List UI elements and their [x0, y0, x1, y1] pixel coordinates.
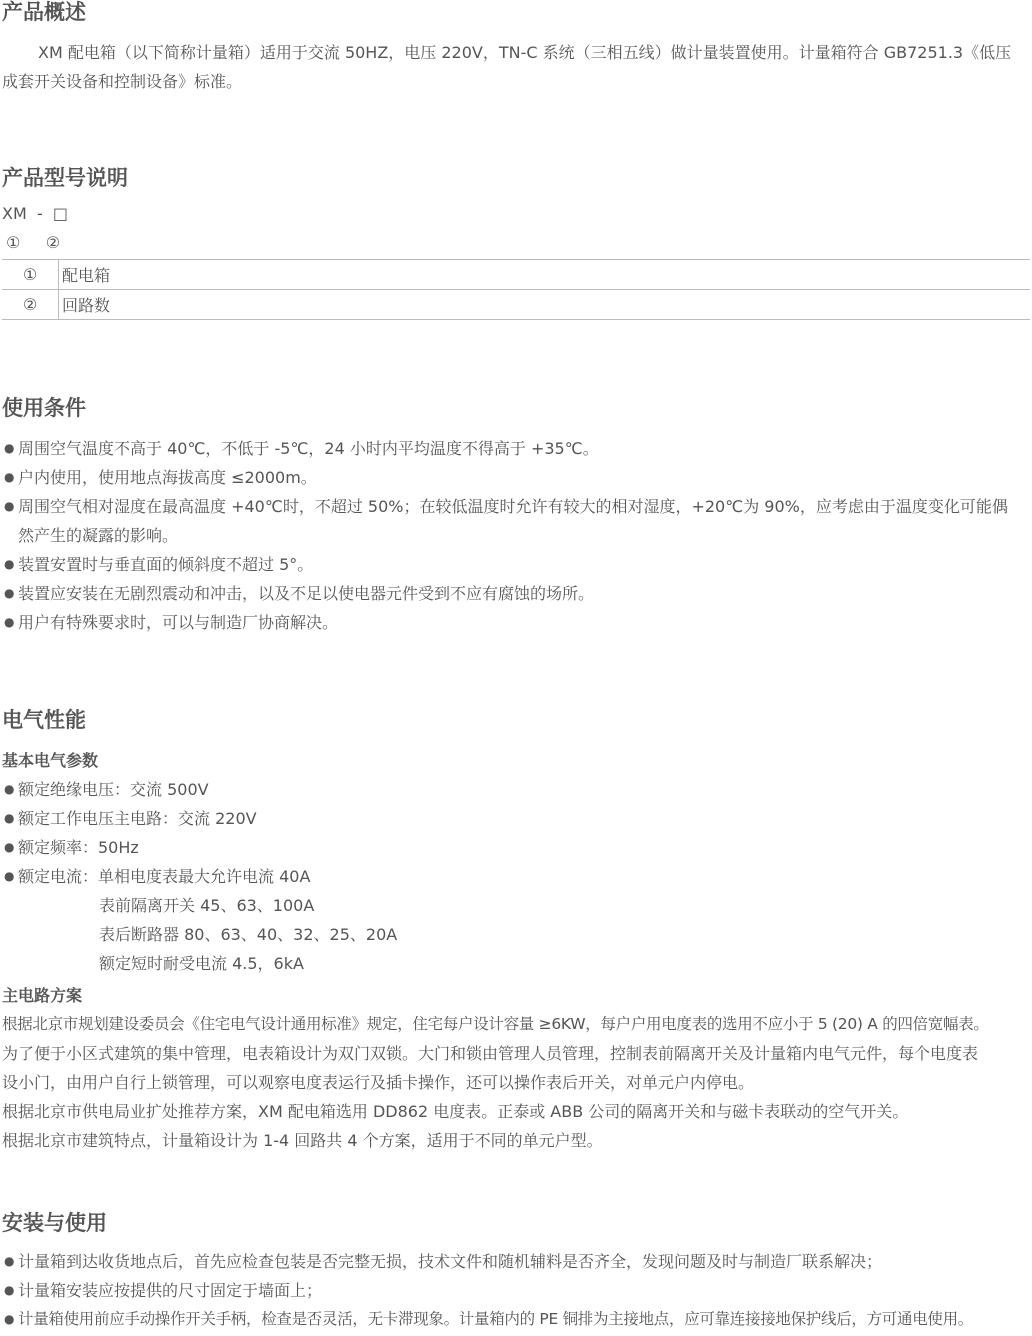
table-row: [2, 260, 1030, 290]
list-item: [2, 434, 1028, 463]
model-table: [2, 259, 1030, 320]
bullet-icon: ●: [4, 557, 15, 571]
list-item-text: 户内使用，使用地点海拔高度 ≤2000m。: [18, 468, 317, 487]
section-title-overview: 产品概述: [2, 0, 86, 24]
list-item-text: 计量箱到达收货地点后，首先应检查包装是否完整无损，技术文件和随机辅料是否齐全，发现问题及时与制造厂联系解决；: [18, 1252, 883, 1271]
list-item-text: 周围空气相对湿度在最高温度 +40℃时，不超过 50%；在较低温度时允许有较大的相对湿度，+20℃为 90%，应考虑由于温度变化可能偶: [18, 497, 1008, 516]
list-item-text: 周围空气温度不高于 40℃，不低于 -5℃，24 小时内平均温度不得高于 +35℃。: [18, 439, 599, 458]
list-item: [2, 804, 1028, 833]
list-item: [2, 492, 1028, 521]
bullet-icon: ●: [4, 840, 15, 854]
bullet-icon: ●: [4, 869, 15, 883]
list-item-text: 装置应安装在无剧烈震动和冲击，以及不足以使电器元件受到不应有腐蚀的场所。: [18, 584, 595, 603]
list-item-text: 额定工作电压主电路：交流 220V: [18, 809, 257, 828]
model-index-line: ① ②: [6, 233, 61, 252]
list-item-text: 然产生的凝露的影响。: [18, 526, 179, 545]
subsection-title-scheme: 主电路方案: [2, 986, 83, 1005]
list-item-text: 计量箱使用前应手动操作开关手柄，检查是否灵活，无卡滞现象。计量箱内的 PE 铜排为主接地点，应可靠连接接地保护线后，方可通电使用。: [18, 1310, 973, 1328]
bullet-icon: ●: [4, 441, 15, 455]
bullet-icon: ●: [4, 782, 15, 796]
list-sub-item: 表前隔离开关 45、63、100A: [99, 896, 315, 915]
list-item-text: 装置安置时与垂直面的倾斜度不超过 5°。: [18, 555, 314, 574]
list-sub-item: 表后断路器 80、63、40、32、25、20A: [99, 925, 398, 944]
list-item: [2, 775, 1028, 804]
subsection-title-basic: 基本电气参数: [2, 751, 99, 770]
list-item: [2, 1276, 1028, 1305]
bullet-icon: ●: [4, 1254, 15, 1268]
list-item: [2, 1305, 1028, 1334]
list-item-continuation: [2, 521, 1028, 550]
section-title-conditions: 使用条件: [2, 396, 86, 420]
scheme-text-line: 为了便于小区式建筑的集中管理，电表箱设计为双门双锁。大门和锁由管理人员管理，控制表前隔离开关及计量箱内电气元件，每个电度表: [2, 1044, 979, 1063]
model-row-num: ①: [2, 260, 59, 290]
list-item-text: 额定电流：单相电度表最大允许电流 40A: [18, 867, 311, 886]
list-item: [2, 1247, 1028, 1276]
bullet-icon: ●: [4, 1283, 15, 1297]
section-title-installation: 安装与使用: [2, 1211, 107, 1235]
list-item: [2, 550, 1028, 579]
bullet-icon: ●: [4, 811, 15, 825]
bullet-icon: ●: [4, 586, 15, 600]
list-sub-item: 额定短时耐受电流 4.5，6kA: [99, 954, 304, 973]
scheme-text-line: 根据北京市建筑特点，计量箱设计为 1-4 回路共 4 个方案，适用于不同的单元户型。: [2, 1131, 603, 1150]
list-item: [2, 579, 1028, 608]
section-title-electrical: 电气性能: [2, 708, 86, 732]
scheme-text-line: 设小门，由用户自行上锁管理，可以观察电度表运行及插卡操作，还可以操作表后开关，对单元户内停电。: [2, 1073, 755, 1092]
bullet-icon: ●: [4, 615, 15, 629]
bullet-icon: ●: [4, 1312, 15, 1326]
scheme-text-line: 根据北京市供电局业扩处推荐方案，XM 配电箱选用 DD862 电度表。正泰或 ABB 公司的隔离开关和与磁卡表联动的空气开关。: [2, 1102, 909, 1121]
model-code-line: XM - □: [2, 204, 68, 223]
scheme-text-line: 根据北京市规划建设委员会《住宅电气设计通用标准》规定，住宅每户设计容量 ≥6KW，每户户用电度表的选用不应小于 5 (20) A 的四倍宽幅表。: [2, 1015, 989, 1033]
list-item-text: 额定绝缘电压：交流 500V: [18, 780, 209, 799]
model-row-desc: 配电箱: [59, 260, 1031, 290]
list-item: [2, 833, 1028, 862]
list-item-text: 用户有特殊要求时，可以与制造厂协商解决。: [18, 613, 339, 632]
list-item: [2, 463, 1028, 492]
list-item-text: 计量箱安装应按提供的尺寸固定于墙面上；: [18, 1281, 323, 1300]
list-item: [2, 608, 1028, 637]
bullet-icon: ●: [4, 499, 15, 513]
list-item-text: 额定频率：50Hz: [18, 838, 139, 857]
overview-text-line1: XM 配电箱（以下简称计量箱）适用于交流 50HZ，电压 220V，TN-C 系统（三相五线）做计量装置使用。计量箱符合 GB7251.3《低压: [38, 43, 1012, 62]
table-row: [2, 290, 1030, 320]
overview-text-line2: 成套开关设备和控制设备》标准。: [2, 72, 243, 91]
model-row-desc: 回路数: [59, 290, 1031, 320]
section-title-model: 产品型号说明: [2, 166, 128, 190]
bullet-icon: ●: [4, 470, 15, 484]
model-row-num: ②: [2, 290, 59, 320]
list-item: [2, 862, 1028, 891]
